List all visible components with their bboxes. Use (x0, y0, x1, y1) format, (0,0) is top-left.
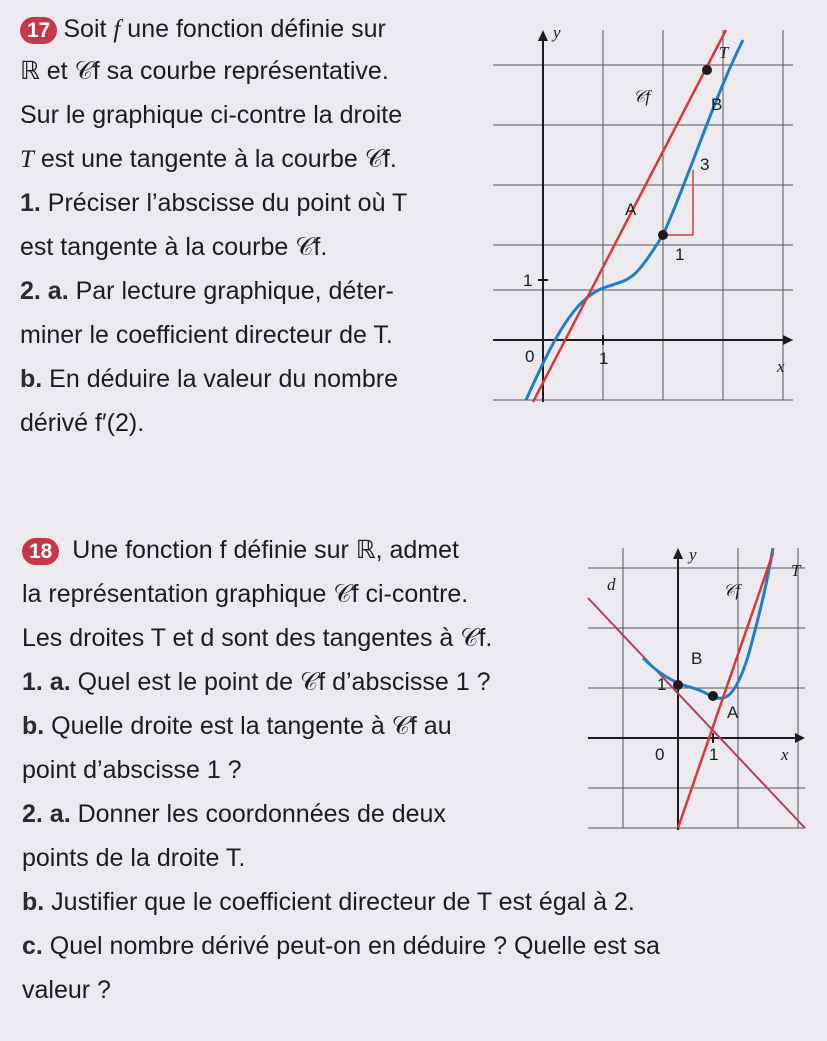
slope-run-label: 1 (675, 245, 685, 264)
y-tick-label: 1 (523, 271, 533, 290)
ex18-question-1a: 1. a. Quel est le point de 𝒞f d’abscisse 1 ? (22, 668, 491, 696)
y-axis-label: y (689, 545, 697, 564)
point-a-label: A (625, 200, 637, 219)
exercise-number-badge: 17 (20, 17, 57, 44)
tangent-t-label: T (719, 43, 729, 62)
ex17-intro-line-2: ℝ et 𝒞f sa courbe représentative. (20, 57, 389, 85)
tangent-d-label: d (607, 575, 616, 594)
ex17-intro-line-3: Sur le graphique ci-contre la droite (20, 101, 403, 129)
x-axis-label: x (777, 357, 785, 376)
exercise-17 (20, 14, 490, 454)
ex18-intro-line-3: Les droites T et d sont des tangentes à 𝒞f. (22, 624, 493, 652)
origin-label: 0 (655, 745, 665, 764)
ex18-question-2b: b. Justifier que le coefficient directeur de T est égal à 2. (22, 888, 635, 916)
tangent-t-label: T (791, 561, 801, 580)
ex18-question-2a: 2. a. Donner les coordonnées de deux (22, 800, 446, 828)
tangent-line-d (588, 598, 805, 828)
curve-cf-label: 𝒞f (723, 581, 741, 600)
point-b-label: B (711, 95, 723, 114)
point-b-label: B (691, 649, 703, 668)
ex17-intro-line-4: T est une tangente à la courbe 𝒞f. (20, 145, 397, 173)
y-axis-label: y (553, 23, 561, 42)
ex17-question-2a: 2. a. Par lecture graphique, déter- (20, 277, 394, 305)
origin-label: 0 (525, 347, 535, 366)
ex18-intro-line-2: la représentation graphique 𝒞f ci-contre. (22, 580, 469, 608)
y-tick-label: 1 (657, 675, 667, 694)
x-axis-arrow-icon (795, 733, 805, 743)
ex17-question-2a-cont: miner le coefficient directeur de T. (20, 321, 393, 349)
point-b (702, 65, 712, 75)
ex17-question-2b: b. En déduire la valeur du nombre (20, 365, 398, 393)
ex18-question-2a-cont: points de la droite T. (22, 844, 246, 872)
x-tick-label: 1 (599, 349, 609, 368)
y-axis-arrow-icon (673, 548, 683, 559)
point-a (708, 691, 718, 701)
exercise-number-badge: 18 (22, 538, 59, 565)
point-a-label: A (727, 703, 739, 722)
y-axis-arrow-icon (538, 30, 548, 41)
ex18-graph (583, 538, 813, 833)
slope-rise-label: 3 (700, 155, 710, 174)
ex18-question-2c: c. Quel nombre dérivé peut-on en déduire ? Quelle est sa (22, 932, 660, 960)
ex18-question-2c-cont: valeur ? (22, 976, 111, 1004)
ex17-question-1-cont: est tangente à la courbe 𝒞f. (20, 233, 328, 261)
ex17-graph (493, 10, 813, 405)
ex17-question-2b-cont: dérivé f′(2). (20, 409, 145, 437)
ex17-question-1: 1. Préciser l’abscisse du point où T (20, 189, 408, 217)
curve-cf-label: 𝒞f (633, 87, 651, 106)
x-tick-label: 1 (709, 745, 719, 764)
ex17-intro-line-1: 17 Soit f une fonction définie sur (20, 14, 386, 45)
point-b (673, 680, 683, 690)
x-axis-arrow-icon (783, 335, 793, 345)
x-axis-label: x (781, 745, 789, 764)
point-a (658, 230, 668, 240)
ex18-question-1b-cont: point d’abscisse 1 ? (22, 756, 242, 784)
ex18-intro-line-1: 18 Une fonction f définie sur ℝ, admet (22, 535, 459, 565)
ex18-question-1b: b. Quelle droite est la tangente à 𝒞f au (22, 712, 452, 740)
